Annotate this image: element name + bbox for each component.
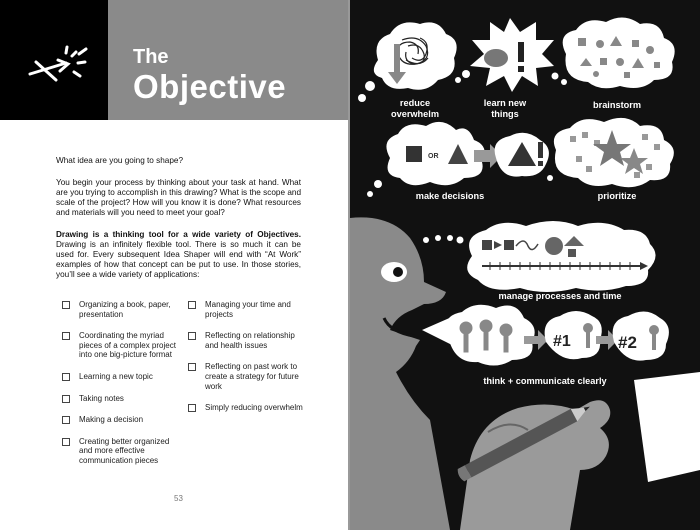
person-silhouette-icon (350, 217, 450, 530)
number-one-cloud-icon (545, 311, 602, 359)
label-learn-new-things: learn new things (483, 98, 527, 119)
checklist-item: Reflecting on relationship and health issues (188, 331, 303, 350)
checklist-item: Reflecting on past work to create a strategy for future work (188, 362, 303, 391)
number-one-text: #1 (553, 333, 571, 350)
checkbox-icon (62, 332, 70, 340)
checklist-item: Creating better organized and more effective communication pieces (62, 437, 177, 466)
checklist-left (62, 300, 177, 478)
chosen-shape-icon (495, 133, 549, 177)
checkbox-icon (62, 395, 70, 403)
checklist-item: Making a decision (62, 415, 177, 425)
checklist-item: Simply reducing overwhelm (188, 403, 303, 413)
label-reduce-overwhelm: reduce overwhelm (391, 98, 439, 119)
checkbox-icon (188, 301, 196, 309)
or-text: OR (428, 153, 439, 160)
sparkle-arrow-icon (0, 0, 108, 120)
brainstorm-cloud-icon (563, 17, 675, 88)
checkbox-icon (188, 404, 196, 412)
label-manage-processes: manage processes and time (498, 291, 622, 301)
header-icon-block (0, 0, 108, 120)
paragraph-2-rest: Drawing is an infinitely flexible tool. There is so much it can be used for. Every subsequent Idea Shaper will end with “At Work” examples of how that concept can be put to use. In those stories, you’ll see a wide variety of applications: (56, 240, 301, 279)
hand-pencil-icon (456, 400, 610, 530)
body-text (56, 156, 301, 292)
illustration (350, 0, 700, 530)
decision-cloud-icon (386, 122, 484, 185)
checkbox-icon (62, 301, 70, 309)
label-think-communicate: think + communicate clearly (483, 376, 607, 386)
paragraph-2-lead: Drawing is a thinking tool for a wide variety of Objectives. (56, 230, 301, 239)
page-title-small: The (133, 46, 169, 68)
checklist-item: Managing your time and projects (188, 300, 303, 319)
checklist-right (188, 300, 303, 425)
label-prioritize: prioritize (597, 191, 637, 201)
number-two-cloud-icon (613, 311, 669, 360)
keys-cloud-icon (446, 305, 535, 366)
overwhelm-cloud-icon (374, 22, 457, 89)
checkbox-icon (188, 363, 196, 371)
checklist-item: Organizing a book, paper, presentation (62, 300, 177, 319)
checkbox-icon (188, 332, 196, 340)
number-two-text: #2 (618, 333, 637, 352)
page-number: 53 (174, 494, 183, 503)
checklist-item: Taking notes (62, 394, 177, 404)
checkbox-icon (62, 438, 70, 446)
label-make-decisions: make decisions (415, 191, 485, 201)
checkbox-icon (62, 416, 70, 424)
illustration-page (350, 0, 700, 530)
checkbox-icon (62, 373, 70, 381)
label-brainstorm: brainstorm (593, 100, 641, 110)
checklist-item: Learning a new topic (62, 372, 177, 382)
prioritize-cloud-icon (554, 118, 674, 187)
paragraph-1: You begin your process by thinking about your task at hand. What are you trying to accomplish in this drawing? What is the scope and scale of the project? How will you know it is done? What resources and materials will you need to meet your goal? (56, 178, 301, 217)
paper-sheet (634, 372, 700, 482)
page-title: Objective (133, 68, 287, 105)
process-cloud-icon (423, 221, 656, 292)
starburst-icon (470, 18, 554, 92)
checklist-item: Coordinating the myriad pieces of a complex project into one big-picture format (62, 331, 177, 360)
paragraph-2 (56, 230, 301, 280)
section-question: What idea are you going to shape? (56, 156, 183, 165)
